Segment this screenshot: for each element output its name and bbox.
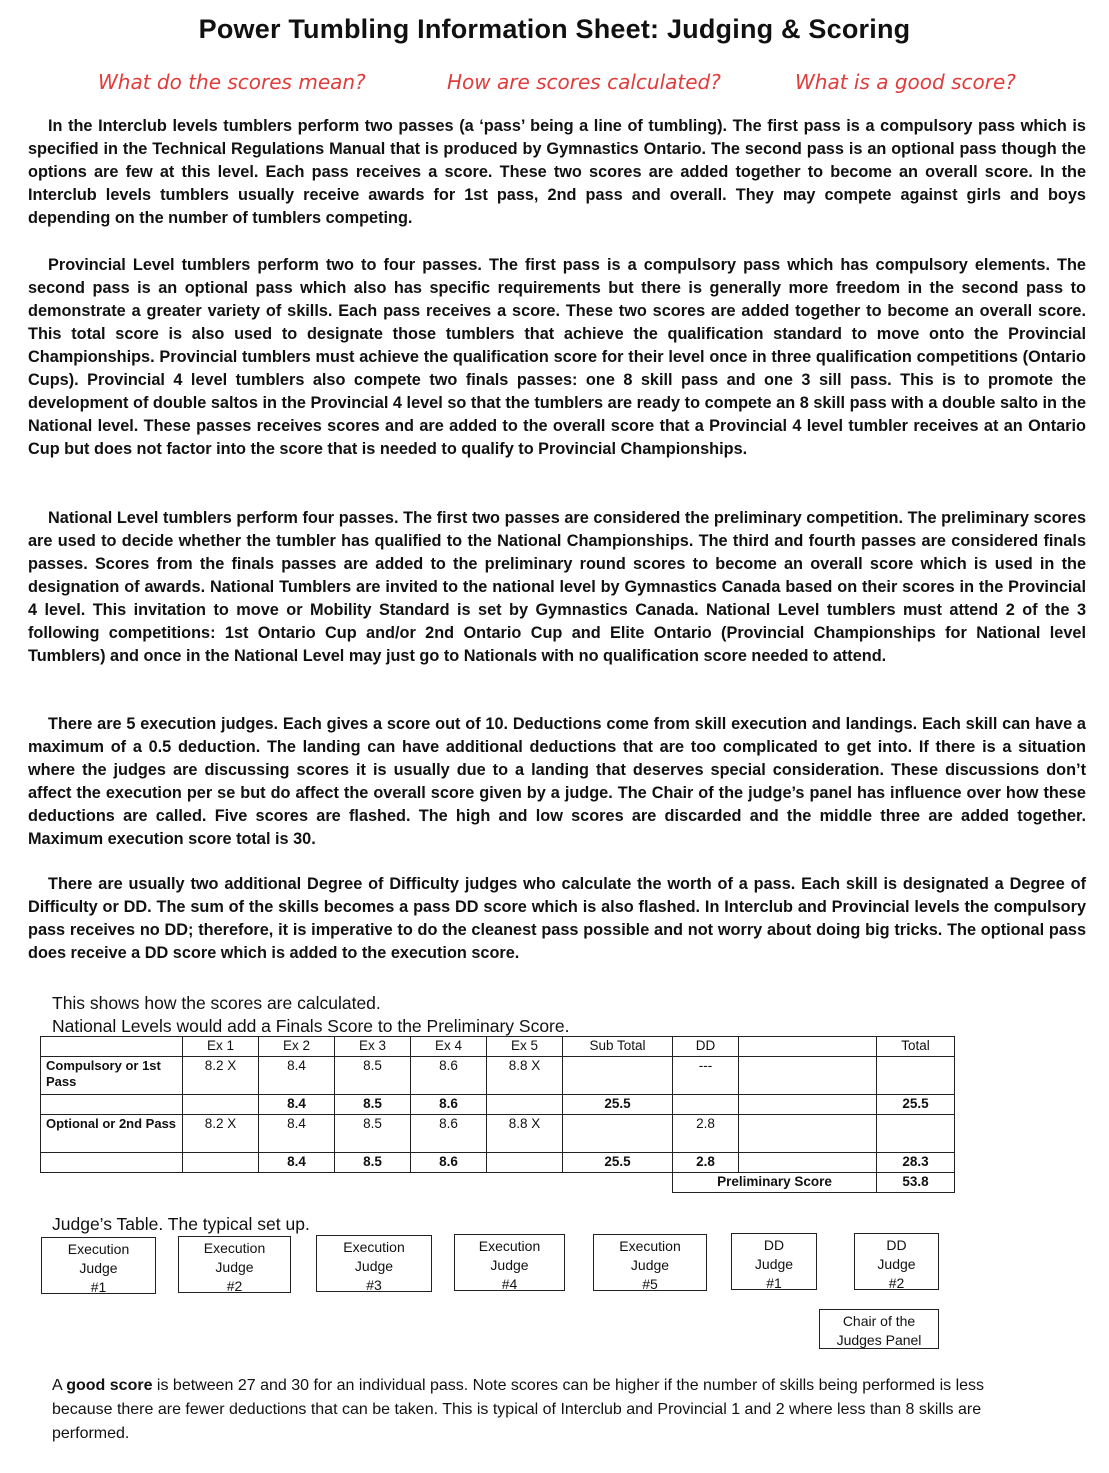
- chair-of-panel-box: [819, 1309, 939, 1349]
- row-label: Compulsory or 1st Pass: [41, 1057, 183, 1095]
- table-cell: 8.4: [259, 1095, 335, 1115]
- interclub-text: levels tumblers perform two passes (a ‘pass’ being a line of tumbling). The first pass is a compulsory pass which is specified in the Technical Regulations Manual that is produced by Gymnastics Ontario. The second pass is an optional pass though the options are few at this level. Each pass receives a score. These two scores are added together to become an overall score. In the Interclub levels tumblers usually receive awards for 1st pass, 2nd pass and overall. They may compete against girls and boys depending on the number of tumblers competing.: [28, 117, 1086, 227]
- row-label: [41, 1095, 183, 1115]
- question-meaning: What do the scores mean?: [98, 70, 366, 94]
- national-lead: National: [48, 509, 113, 527]
- table-cell: [183, 1153, 259, 1173]
- table-cell: 8.8 X: [487, 1115, 563, 1153]
- judge-line: Judge: [630, 1257, 670, 1273]
- footer-text: is between 27 and 30 for an individual pass. Note scores can be higher if the number of skills being performed is less because there are fewer deductions that can be taken. This is typical of Interclub and Provincial 1 and 2 where less than 8 skills are performed.: [52, 1377, 985, 1442]
- table-cell: [739, 1095, 877, 1115]
- table-row: [41, 1153, 955, 1173]
- table-cell: [739, 1115, 877, 1153]
- question-good-score: What is a good score?: [795, 70, 1016, 94]
- header-cell: Ex 1: [183, 1037, 259, 1057]
- chair-line: Judges Panel: [836, 1332, 922, 1348]
- table-cell: 8.5: [335, 1153, 411, 1173]
- judge-line: Execution: [343, 1239, 405, 1255]
- judge-line: Judge: [354, 1258, 394, 1274]
- judge-line: Execution: [478, 1238, 541, 1254]
- table-cell: 8.6: [411, 1057, 487, 1095]
- judge-line: #1: [766, 1275, 782, 1291]
- judge-line: Judge: [79, 1260, 118, 1276]
- judge-line: Judge: [754, 1256, 794, 1272]
- judge-line: Judge: [877, 1256, 916, 1272]
- paragraph-provincial: [28, 254, 1086, 461]
- table-cell: [877, 1115, 955, 1153]
- judge-line: #2: [888, 1275, 905, 1291]
- page-title: Power Tumbling Information Sheet: Judging & Scoring: [198, 14, 911, 44]
- execution-judge-5-box: [593, 1234, 707, 1291]
- table-cell: 8.4: [259, 1057, 335, 1095]
- judge-line: DD: [763, 1237, 785, 1253]
- paragraph-difficulty: There are usually two additional Degree of Difficulty judges who calculate the worth of a pass. Each skill is designated a Degree of Difficulty or DD. The sum of the skills becomes a pass DD score which is also flashed. In Interclub and Provincial levels the compulsory pass receives no DD; therefore, it is imperative to do the cleanest pass possible and not worry about doing big tricks. The optional pass does receive a DD score which is added to the execution score.: [28, 875, 1086, 962]
- dd-judge-1-box: [731, 1233, 817, 1290]
- table-caption-1: This shows how the scores are calculated.: [52, 993, 381, 1013]
- execution-judge-1-box: [41, 1237, 156, 1294]
- table-row: [41, 1057, 955, 1095]
- table-caption-2: National Levels would add a Finals Score to the Preliminary Score.: [52, 1016, 570, 1036]
- table-cell: 25.5: [563, 1153, 673, 1173]
- good-score-note: [52, 1374, 1042, 1446]
- header-cell: [739, 1037, 877, 1057]
- judges-caption: Judge’s Table. The typical set up.: [52, 1214, 310, 1234]
- national-text: Level tumblers perform four passes. The first two passes are considered the preliminary competition. The preliminary scores are used to decide whether the tumbler has qualified to the National Championships. The third and fourth passes are considered finals passes. Scores from the finals passes are added to the preliminary round scores to become an overall score which is used in the designation of awards. National Tumblers are invited to the national level by Gymnastics Canada based on their scores in the Provincial 4 level. This invitation to move or Mobility Standard is set by Gymnastics Canada. National Level tumblers must attend 2 of the 3 following competitions: 1st Ontario Cup and/or 2nd Ontario Cup and Elite Ontario (Provincial Championships for National level Tumblers) and once in the National Level may just go to Nationals with no qualification score needed to attend.: [28, 509, 1086, 665]
- judge-line: #5: [642, 1276, 658, 1292]
- table-cell: [487, 1095, 563, 1115]
- header-cell: DD: [673, 1037, 739, 1057]
- table-cell: 8.4: [259, 1115, 335, 1153]
- table-cell: 8.5: [335, 1095, 411, 1115]
- provincial-text: Level tumblers perform two to four passes. The first pass is a compulsory pass which has compulsory elements. The second pass is an optional pass which also has specific requirements but there is generally more freedom in the second pass to demonstrate a greater variety of skills. Each pass receives a score. These two scores are added together to become an overall score. This total score is also used to designate those tumblers that achieve the qualification standard to move onto the Provincial Championships. Provincial tumblers must achieve the qualification score for their level once in three qualification competitions (Ontario Cups). Provincial 4 level tumblers also compete two finals passes: one 8 skill pass and one 3 sill pass. This is to promote the development of double saltos in the Provincial 4 level so that the tumblers are ready to compete an 8 skill pass with a double salto in the National level. These passes receives scores and are added to the overall score that a Provincial 4 level tumbler receives at an Ontario Cup but does not factor into the score that is needed to qualify to Provincial Championships.: [28, 256, 1086, 458]
- judge-line: #1: [90, 1279, 107, 1295]
- preliminary-row: [41, 1173, 955, 1193]
- footer-pre: A: [52, 1377, 67, 1394]
- good-score-emphasis: good score: [66, 1377, 153, 1394]
- table-cell: 2.8: [673, 1153, 739, 1173]
- table-row: [41, 1115, 955, 1153]
- table-cell: 8.2 X: [183, 1057, 259, 1095]
- judge-line: #2: [226, 1278, 243, 1294]
- question-row: [0, 70, 1109, 100]
- execution-judge-3-box: [316, 1235, 432, 1292]
- table-cell: 8.4: [259, 1153, 335, 1173]
- judge-line: Execution: [619, 1238, 681, 1254]
- table-cell: [563, 1115, 673, 1153]
- table-cell: 8.5: [335, 1115, 411, 1153]
- table-cell: [183, 1095, 259, 1115]
- preliminary-value: 53.8: [877, 1173, 955, 1193]
- table-cell: 8.2 X: [183, 1115, 259, 1153]
- judge-line: Execution: [203, 1240, 266, 1256]
- table-cell: ---: [673, 1057, 739, 1095]
- table-cell: [487, 1153, 563, 1173]
- header-cell: Ex 4: [411, 1037, 487, 1057]
- judge-line: #4: [501, 1276, 518, 1292]
- row-label: Optional or 2nd Pass: [41, 1115, 183, 1153]
- table-cell: [877, 1057, 955, 1095]
- judge-line: Judge: [215, 1259, 254, 1275]
- judge-line: #3: [366, 1277, 382, 1293]
- question-calculation: How are scores calculated?: [447, 70, 721, 94]
- score-table: [40, 1036, 955, 1193]
- judge-line: Judge: [490, 1257, 529, 1273]
- table-cell: 28.3: [877, 1153, 955, 1173]
- table-cell: 25.5: [563, 1095, 673, 1115]
- paragraph-interclub: [28, 115, 1086, 230]
- paragraph-execution: There are 5 execution judges. Each gives a score out of 10. Deductions come from skill execution and landings. Each skill can have a maximum of a 0.5 deduction. The landing can have additional deductions that are too complicated to get into. If there is a situation where the judges are discussing scores it is usually due to a landing that deserves special consideration. These discussions don’t affect the execution per se but do affect the overall score given by a judge. The Chair of the judge’s panel has influence over how these deductions are called. Five scores are flashed. The high and low scores are discarded and the middle three are added together. Maximum execution score total is 30.: [28, 715, 1086, 848]
- table-header-row: [41, 1037, 955, 1057]
- table-cell: [673, 1095, 739, 1115]
- header-cell: Ex 3: [335, 1037, 411, 1057]
- table-cell: 2.8: [673, 1115, 739, 1153]
- judge-line: DD: [886, 1237, 907, 1253]
- header-cell: Total: [877, 1037, 955, 1057]
- table-cell: 25.5: [877, 1095, 955, 1115]
- table-cell: 8.6: [411, 1095, 487, 1115]
- execution-judge-4-box: [454, 1234, 565, 1291]
- table-cell: [739, 1153, 877, 1173]
- provincial-lead: Provincial: [48, 256, 126, 274]
- table-cell: 8.5: [335, 1057, 411, 1095]
- table-cell: [739, 1057, 877, 1095]
- header-cell: [41, 1037, 183, 1057]
- spacer-cell: [41, 1173, 673, 1193]
- table-cell: 8.8 X: [487, 1057, 563, 1095]
- judge-line: Execution: [67, 1241, 130, 1257]
- dd-judge-2-box: [854, 1233, 939, 1290]
- preliminary-label: Preliminary Score: [673, 1173, 877, 1193]
- table-cell: [563, 1057, 673, 1095]
- table-cell: 8.6: [411, 1115, 487, 1153]
- interclub-lead: In the Interclub: [48, 117, 167, 135]
- table-cell: 8.6: [411, 1153, 487, 1173]
- chair-line: Chair of the: [842, 1313, 916, 1329]
- header-cell: Sub Total: [563, 1037, 673, 1057]
- header-cell: Ex 5: [487, 1037, 563, 1057]
- execution-judge-2-box: [178, 1236, 291, 1293]
- paragraph-national: [28, 507, 1086, 668]
- header-cell: Ex 2: [259, 1037, 335, 1057]
- row-label: [41, 1153, 183, 1173]
- table-row: [41, 1095, 955, 1115]
